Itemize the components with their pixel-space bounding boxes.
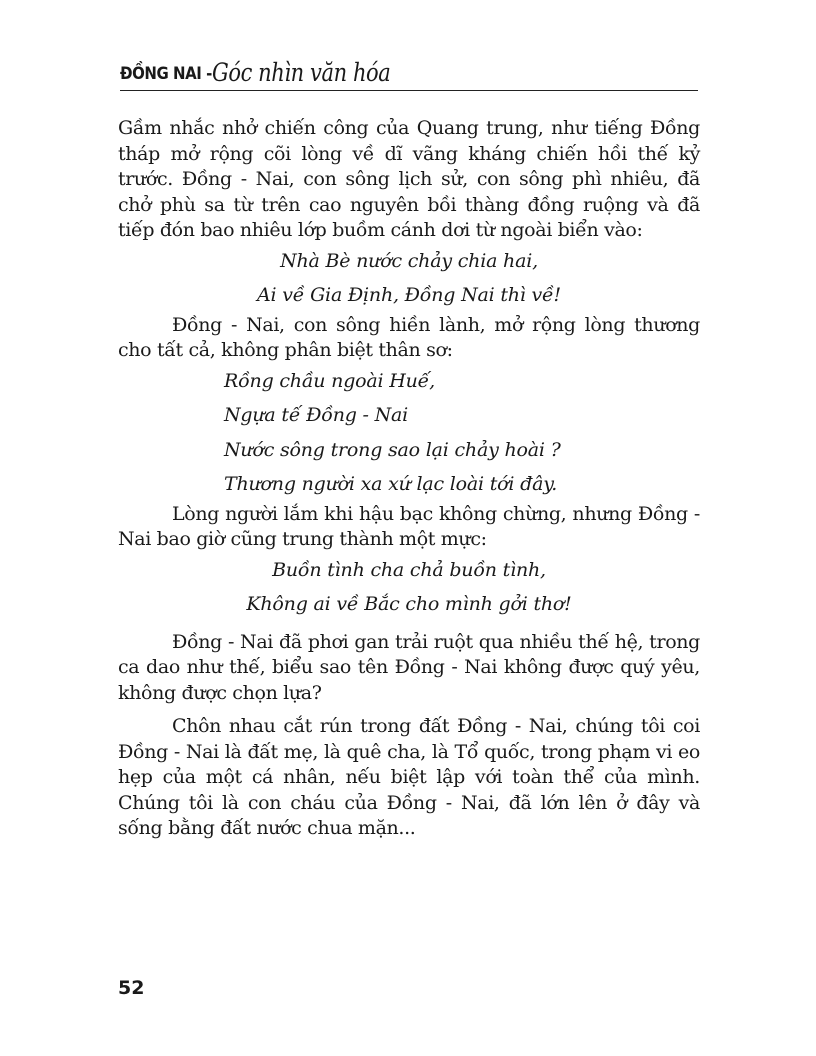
- verse-block-3: [118, 553, 700, 622]
- verse-line: Không ai về Bắc cho mình gởi thơ!: [246, 593, 572, 615]
- paragraph-1: Gầm nhắc nhở chiến công của Quang trung, như tiếng Đồng tháp mở rộng cõi lòng về dĩ vãng kháng chiến hồi thế kỷ trước. Đồng - Nai, con sông lịch sử, con sông phì nhiêu, đã chở phù sa từ trên cao nguyên bồi thàng đồng ruộng và đã tiếp đón bao nhiêu lớp buồm cánh dơi từ ngoài biển vào:: [118, 117, 700, 241]
- verse-block-2: [118, 364, 700, 502]
- verse-line: Thương người xa xứ lạc loài tới đây.: [224, 473, 558, 495]
- running-header: [120, 58, 698, 91]
- header-title: ĐỒNG NAI -: [120, 64, 212, 84]
- verse-line: Nước sông trong sao lại chảy hoài ?: [224, 438, 561, 461]
- spacer: [118, 622, 700, 630]
- spacer: [118, 706, 700, 714]
- header-subtitle: Góc nhìn văn hóa: [212, 58, 391, 87]
- verse-line: Rồng chầu ngoài Huế,: [224, 369, 435, 392]
- verse-block-1: [118, 244, 700, 313]
- paragraph-3: Lòng người lắm khi hậu bạc không chừng, nhưng Đồng - Nai bao giờ cũng trung thành một mực:: [118, 502, 700, 550]
- verse-line: Ai về Gia Định, Đồng Nai thì về!: [256, 284, 561, 306]
- paragraph-5: Chôn nhau cắt rún trong đất Đồng - Nai, chúng tôi coi Đồng - Nai là đất mẹ, là quê cha, là Tổ quốc, trong phạm vi eo hẹp của một cá nhân, nếu biệt lập với toàn thể của mình. Chúng tôi là con cháu của Đồng - Nai, đã lớn lên ở đây và sống bằng đất nước chua mặn...: [118, 715, 700, 839]
- verse-line: Nhà Bè nước chảy chia hai,: [280, 249, 538, 272]
- verse-line: Ngựa tế Đồng - Nai: [224, 404, 409, 426]
- verse-line: Buồn tình cha chả buồn tình,: [272, 558, 546, 581]
- page-body: [118, 116, 700, 842]
- paragraph-2: Đồng - Nai, con sông hiền lành, mở rộng lòng thương cho tất cả, không phân biệt thân sơ:: [118, 313, 700, 361]
- paragraph-4: Đồng - Nai đã phơi gan trải ruột qua nhiều thế hệ, trong ca dao như thế, biểu sao tên Đồng - Nai không được quý yêu, không được chọn lựa?: [118, 630, 700, 704]
- page-number: 52: [118, 977, 145, 999]
